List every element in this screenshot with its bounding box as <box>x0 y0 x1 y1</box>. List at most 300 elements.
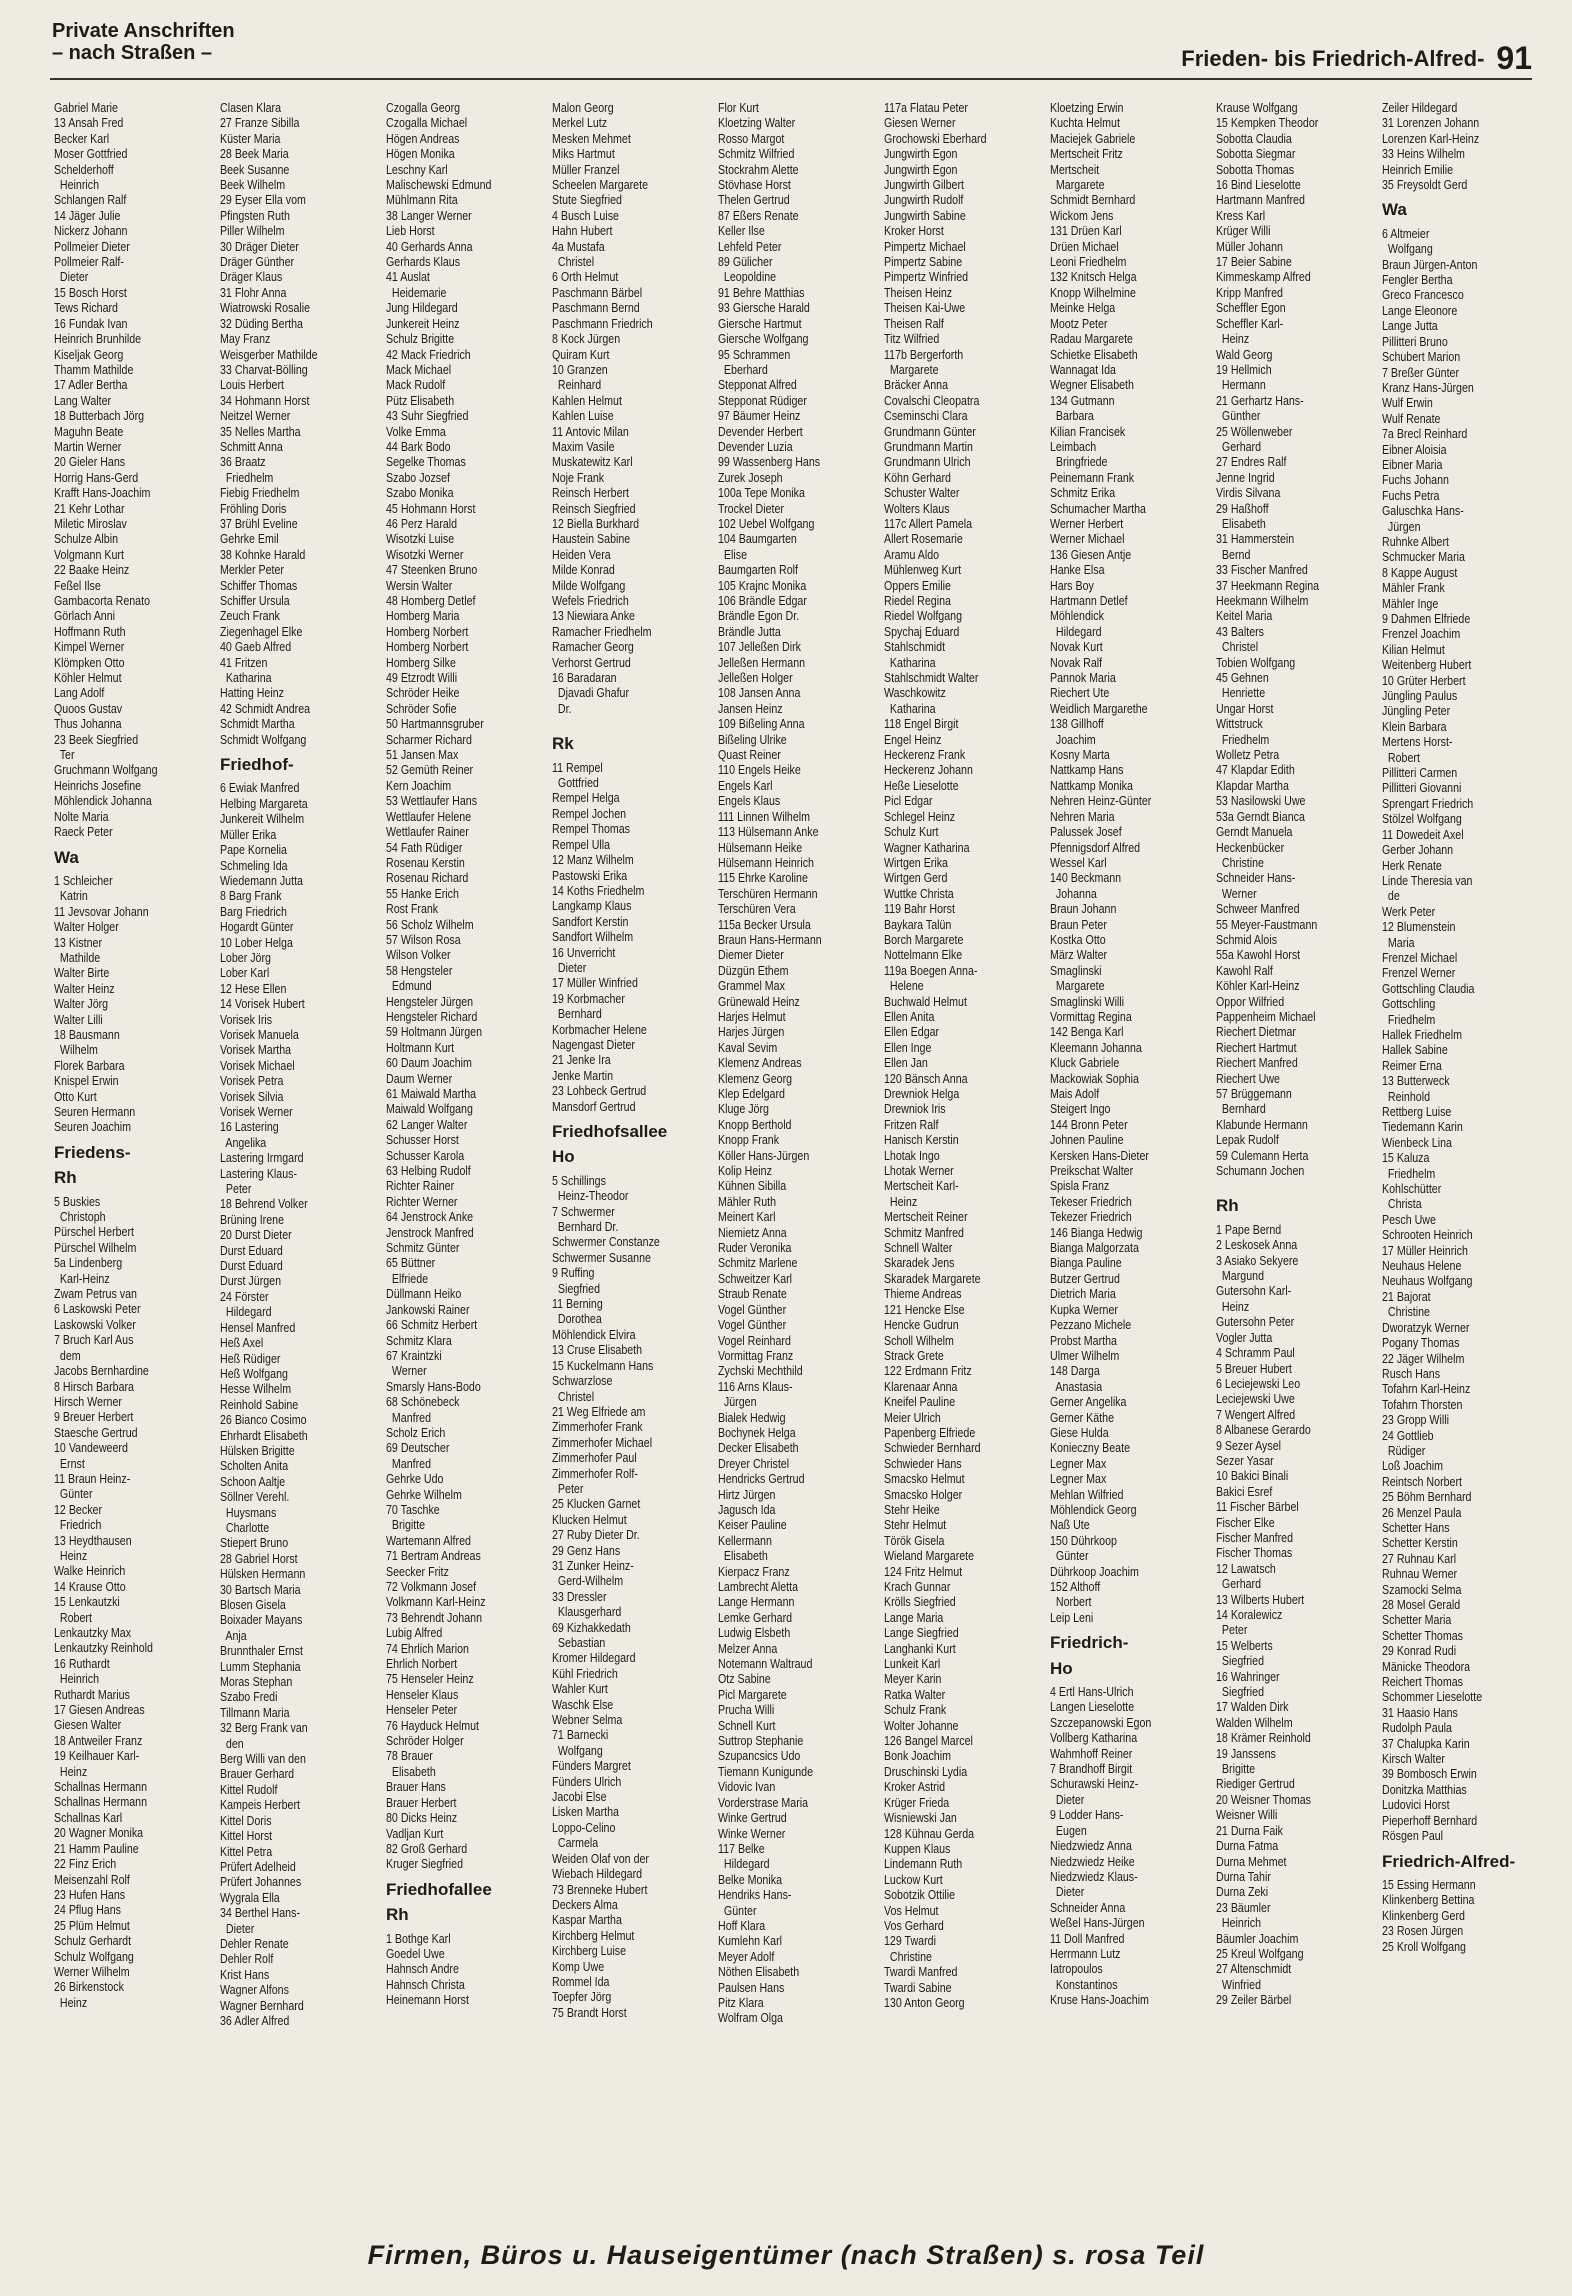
resident-entry: Vidovic Ivan <box>718 1779 776 1795</box>
resident-entry: Katharina <box>884 654 936 670</box>
resident-entry: Kohlschütter <box>1382 1181 1442 1197</box>
resident-entry: 7 Breßer Günter <box>1382 364 1460 380</box>
resident-entry: Jungwirth Sabine <box>884 207 966 223</box>
resident-entry: Hülsemann Heinrich <box>718 854 814 870</box>
resident-entry: 117c Allert Pamela <box>884 515 973 531</box>
resident-entry: Sandfort Kerstin <box>552 913 629 929</box>
resident-entry: Kostka Otto <box>1050 931 1106 947</box>
resident-entry: 21 Jenke Ira <box>552 1052 611 1068</box>
resident-entry: Picl Margarete <box>718 1686 787 1702</box>
resident-entry: Hahnsch Christa <box>386 1976 465 1992</box>
resident-entry: 13 Butterweck <box>1382 1073 1450 1089</box>
street-heading: Friedhofsallee <box>552 1122 668 1141</box>
resident-entry: Kirchberg Luise <box>552 1943 627 1959</box>
resident-entry: Küster Maria <box>220 130 281 146</box>
resident-entry: Kersken Hans-Dieter <box>1050 1147 1149 1163</box>
resident-entry: Robert <box>1382 749 1420 765</box>
resident-entry: 15 Kempken Theodor <box>1216 115 1319 131</box>
resident-entry: 28 Gabriel Horst <box>220 1550 298 1566</box>
resident-entry: Scheffler Egon <box>1216 300 1286 316</box>
resident-entry: Kluck Gabriele <box>1050 1055 1120 1071</box>
resident-entry: Rempel Helga <box>552 790 620 806</box>
resident-entry: Klarenaar Anna <box>884 1378 958 1394</box>
resident-entry: 11 Braun Heinz- <box>54 1470 131 1486</box>
street-heading: Rh <box>54 1168 77 1188</box>
resident-entry: 27 Altenschmidt <box>1216 1961 1292 1977</box>
resident-entry: 38 Kohnke Harald <box>220 546 306 562</box>
resident-entry: Jungwirth Rudolf <box>884 192 964 208</box>
resident-entry: 118 Engel Birgit <box>884 716 959 732</box>
resident-entry: Manfred <box>386 1409 432 1425</box>
resident-entry: 34 Hohmann Horst <box>220 392 310 408</box>
resident-entry: Schmidt Martha <box>220 716 295 732</box>
resident-entry: 43 Suhr Siegfried <box>386 408 469 424</box>
resident-entry: Homberg Norbert <box>386 623 469 639</box>
resident-entry: Vogel Günther <box>718 1317 787 1333</box>
resident-entry: 57 Wilson Rosa <box>386 931 461 947</box>
resident-entry: Wygrala Ella <box>220 1889 280 1905</box>
resident-entry: Kroker Astrid <box>884 1779 946 1795</box>
resident-entry: Günter <box>54 1486 93 1502</box>
resident-entry: 117 Belke <box>718 1840 765 1856</box>
resident-entry: Reinhard <box>552 377 602 393</box>
resident-entry: Ludwig Elsbeth <box>718 1625 791 1641</box>
resident-entry: 19 Hellmich <box>1216 361 1272 377</box>
resident-entry: Paulsen Hans <box>718 1979 785 1995</box>
resident-entry: Zychski Mechthild <box>718 1363 803 1379</box>
resident-entry: Schallnas Karl <box>54 1809 123 1825</box>
resident-entry: 18 Krämer Reinhold <box>1216 1730 1311 1746</box>
resident-entry: Homberg Norbert <box>386 639 469 655</box>
resident-entry: Lenkautzky Max <box>54 1625 132 1640</box>
resident-entry: 67 Kraintzki <box>386 1347 442 1363</box>
resident-entry: Wulf Erwin <box>1382 395 1433 411</box>
resident-entry: Prüfert Johannes <box>220 1874 302 1890</box>
resident-entry: 28 Mosel Gerald <box>1382 1597 1461 1612</box>
resident-entry: 8 Albanese Gerardo <box>1216 1422 1311 1438</box>
resident-entry: Hars Boy <box>1050 577 1094 593</box>
resident-entry: Hallek Friedhelm <box>1382 1026 1462 1042</box>
resident-entry: 16 Unverricht <box>552 944 616 960</box>
resident-entry: 8 Kappe August <box>1382 564 1458 580</box>
resident-entry: Lober Karl <box>220 965 270 981</box>
page-number: 91 <box>1496 40 1532 76</box>
resident-entry: Czogalla Georg <box>386 100 461 115</box>
resident-entry: Christine <box>1216 854 1264 870</box>
resident-entry: Jelleßen Holger <box>718 670 793 686</box>
resident-entry: Moras Stephan <box>220 1674 293 1690</box>
resident-entry: Kellermann <box>718 1532 772 1548</box>
resident-entry: Wefels Friedrich <box>552 593 629 608</box>
resident-entry: Pogany Thomas <box>1382 1335 1460 1351</box>
resident-entry: Hanke Elsa <box>1050 562 1105 578</box>
resident-entry: 31 Zunker Heinz- <box>552 1557 634 1573</box>
resident-entry: Elise <box>718 546 748 562</box>
resident-entry: Leciejewski Uwe <box>1216 1391 1295 1407</box>
resident-entry: Florek Barbara <box>54 1057 125 1073</box>
resident-entry: Bräcker Anna <box>884 377 948 393</box>
resident-entry: 78 Brauer <box>386 1748 433 1764</box>
resident-entry: Papenberg Elfriede <box>884 1424 976 1440</box>
resident-entry: Eibner Maria <box>1382 456 1443 472</box>
resident-entry: 17 Müller Winfried <box>552 975 638 991</box>
resident-entry: Grundmann Martin <box>884 438 973 454</box>
resident-entry: Vogel Günther <box>718 1301 787 1317</box>
resident-entry: Düzgün Ethem <box>718 962 789 978</box>
resident-entry: Sobotta Thomas <box>1216 161 1295 177</box>
resident-entry: Brauer Herbert <box>386 1794 457 1810</box>
resident-entry: Dehler Rolf <box>220 1951 274 1967</box>
resident-entry: Günter <box>718 1902 757 1918</box>
resident-entry: Karl-Heinz <box>54 1270 110 1286</box>
resident-entry: den <box>220 1735 244 1751</box>
resident-entry: Devender Herbert <box>718 423 803 439</box>
resident-entry: 5 Breuer Hubert <box>1216 1360 1292 1376</box>
resident-entry: Kupka Werner <box>1050 1301 1118 1317</box>
street-heading: Ho <box>552 1147 575 1167</box>
resident-entry: Decker Elisabeth <box>718 1440 799 1456</box>
resident-entry: Becker Karl <box>54 130 110 146</box>
resident-entry: Ulmer Wilhelm <box>1050 1347 1120 1363</box>
resident-entry: Mähler Ruth <box>718 1193 777 1209</box>
resident-entry: Lober Jörg <box>220 949 271 965</box>
resident-entry: Lang Walter <box>54 392 112 408</box>
resident-entry: Wald Georg <box>1216 346 1273 362</box>
resident-entry: Ziegenhagel Elke <box>220 623 303 639</box>
resident-entry: 45 Hohmann Horst <box>386 500 476 516</box>
resident-entry: 29 Haßhoff <box>1216 500 1269 516</box>
resident-entry: Tiedemann Karin <box>1382 1119 1463 1135</box>
resident-entry: Durst Eduard <box>220 1242 283 1258</box>
resident-entry: Keller Ilse <box>718 223 765 239</box>
resident-entry: Junkereit Heinz <box>386 315 460 331</box>
resident-entry: Hahnsch Andre <box>386 1961 459 1977</box>
resident-entry: 19 Keilhauer Karl- <box>54 1748 140 1764</box>
resident-entry: Gruchmann Wolfgang <box>54 762 158 778</box>
resident-entry: Rempel Thomas <box>552 821 631 837</box>
resident-entry: Hensel Manfred <box>220 1319 296 1335</box>
resident-entry: Heinrich Brunhilde <box>54 331 142 347</box>
resident-entry: Dieter <box>220 1920 255 1936</box>
resident-entry: Christel <box>552 1388 595 1404</box>
resident-entry: 30 Dräger Dieter <box>220 238 299 254</box>
column-4 <box>552 100 712 2190</box>
resident-entry: 12 Becker <box>54 1501 103 1517</box>
resident-entry: Naß Ute <box>1050 1517 1090 1533</box>
resident-entry: Webner Selma <box>552 1712 623 1728</box>
resident-entry: 69 Kizhakkedath <box>552 1619 631 1635</box>
resident-entry: Reinhold Sabine <box>220 1396 299 1412</box>
resident-entry: 60 Daum Joachim <box>386 1055 472 1071</box>
resident-entry: Norbert <box>1050 1594 1092 1610</box>
resident-entry: Szabo Jozsef <box>386 469 450 485</box>
resident-entry: Probst Martha <box>1050 1332 1117 1348</box>
resident-entry: Cseminschi Clara <box>884 408 968 424</box>
resident-entry: 20 Durst Dieter <box>220 1227 292 1243</box>
resident-entry: Zeiler Hildegard <box>1382 100 1458 115</box>
resident-entry: Kneifel Pauline <box>884 1394 956 1410</box>
resident-entry: 21 Durna Faik <box>1216 1822 1283 1838</box>
resident-entry: 25 Klucken Garnet <box>552 1496 641 1512</box>
resident-entry: 23 Hufen Hans <box>54 1886 126 1902</box>
resident-entry: Riechert Manfred <box>1216 1055 1298 1071</box>
resident-entry: Anja <box>220 1627 247 1643</box>
resident-entry: Heinz <box>54 1547 88 1563</box>
resident-entry: 7a Brecl Reinhard <box>1382 426 1468 442</box>
resident-entry: 57 Brüggemann <box>1216 1086 1292 1101</box>
resident-entry: Dorothea <box>552 1311 602 1327</box>
resident-entry: Meisenzahl Rolf <box>54 1871 130 1887</box>
resident-entry: Volkmann Karl-Heinz <box>386 1594 486 1610</box>
resident-entry: Richter Rainer <box>386 1178 455 1194</box>
resident-entry: Klep Edelgard <box>718 1086 785 1101</box>
resident-entry: Fuchs Petra <box>1382 487 1440 503</box>
resident-entry: Weßel Hans-Jürgen <box>1050 1915 1145 1931</box>
resident-entry: 116 Arns Klaus- <box>718 1378 793 1394</box>
resident-entry: Werner Herbert <box>1050 515 1124 531</box>
resident-entry: 15 Welberts <box>1216 1637 1273 1653</box>
resident-entry: Horrig Hans-Gerd <box>54 469 139 485</box>
resident-entry: 52 Gemüth Reiner <box>386 762 474 778</box>
resident-entry: 23 Gropp Willi <box>1382 1412 1449 1428</box>
resident-entry: Friedrich <box>54 1517 102 1533</box>
resident-entry: 66 Schmitz Herbert <box>386 1317 478 1333</box>
resident-entry: Kosny Marta <box>1050 747 1110 763</box>
resident-entry: Christine <box>884 1948 932 1964</box>
resident-entry: Wuttke Christa <box>884 885 954 901</box>
resident-entry: Peter <box>1216 1622 1248 1638</box>
resident-entry: Jenstrock Manfred <box>386 1224 474 1240</box>
resident-entry: Gehrke Wilhelm <box>386 1486 462 1502</box>
resident-entry: Tews Richard <box>54 300 118 316</box>
resident-entry: Gambacorta Renato <box>54 593 151 608</box>
resident-entry: Schetter Kerstin <box>1382 1535 1458 1551</box>
resident-entry: 1 Bothge Karl <box>386 1930 451 1946</box>
resident-entry: Friedhelm <box>220 469 274 485</box>
resident-entry: Köhler Karl-Heinz <box>1216 978 1300 994</box>
resident-entry: Högen Monika <box>386 146 455 162</box>
resident-entry: Müller Johann <box>1216 238 1283 254</box>
resident-entry: Laskowski Volker <box>54 1316 136 1332</box>
resident-entry: Möhlendick <box>1050 608 1104 624</box>
resident-entry: Heß Wolfgang <box>220 1365 288 1381</box>
resident-entry: Walter Holger <box>54 919 119 935</box>
resident-entry: Schumacher Martha <box>1050 500 1146 516</box>
resident-entry: Rosso Margot <box>718 130 785 146</box>
resident-entry: Lange Maria <box>884 1609 944 1625</box>
resident-entry: Jacobs Bernhardine <box>54 1363 149 1379</box>
resident-entry: Friedhelm <box>1382 1165 1436 1181</box>
resident-entry: Pfingsten Ruth <box>220 207 290 223</box>
column-1 <box>54 100 214 2190</box>
resident-entry: Beek Susanne <box>220 161 290 177</box>
spacer <box>552 716 712 726</box>
resident-entry: Kripp Manfred <box>1216 284 1283 300</box>
resident-entry: Oppers Emilie <box>884 577 951 593</box>
resident-entry: 73 Brenneke Hubert <box>552 1881 648 1897</box>
resident-entry: Klausgerhard <box>552 1604 622 1620</box>
resident-entry: Margarete <box>1050 177 1105 193</box>
resident-entry: Neuhaus Wolfgang <box>1382 1273 1473 1289</box>
resident-entry: Giese Hulda <box>1050 1424 1109 1440</box>
resident-entry: Sprengart Friedrich <box>1382 795 1474 811</box>
resident-entry: Pollmeier Dieter <box>54 238 130 254</box>
spacer <box>1216 1178 1376 1188</box>
resident-entry: Scholten Anita <box>220 1458 289 1474</box>
resident-entry: Knopp Wilhelmine <box>1050 284 1136 300</box>
resident-entry: 22 Finz Erich <box>54 1856 117 1872</box>
resident-entry: Bernhard <box>1216 1101 1266 1117</box>
resident-entry: Schiffer Ursula <box>220 593 290 608</box>
resident-entry: Heinz-Theodor <box>552 1188 629 1204</box>
resident-entry: Gerhard <box>1216 1576 1262 1592</box>
resident-entry: Jenke Martin <box>552 1067 614 1083</box>
resident-entry: 26 Menzel Paula <box>1382 1504 1462 1520</box>
resident-entry: Hülsken Brigitte <box>220 1442 295 1458</box>
resident-entry: Heinz <box>1216 1298 1250 1314</box>
resident-entry: Wulf Renate <box>1382 410 1441 426</box>
resident-entry: Pürschel Herbert <box>54 1224 134 1240</box>
resident-entry: Nagengast Dieter <box>552 1036 635 1052</box>
resident-entry: 29 Eyser Ella vom <box>220 192 306 208</box>
resident-entry: Maguhn Beate <box>54 423 124 439</box>
resident-entry: Engels Karl <box>718 777 773 793</box>
resident-entry: Butzer Gertrud <box>1050 1270 1120 1286</box>
resident-entry: 53a Gerndt Bianca <box>1216 808 1305 824</box>
resident-entry: Kromer Hildegard <box>552 1650 636 1666</box>
resident-entry: Schnell Walter <box>884 1240 953 1256</box>
resident-entry: Schröder Holger <box>386 1733 464 1749</box>
resident-entry: 42 Mack Friedrich <box>386 346 471 362</box>
resident-entry: 25 Kreul Wolfgang <box>1216 1945 1304 1961</box>
resident-entry: Wolfram Olga <box>718 2010 783 2026</box>
resident-entry: Fiebig Friedhelm <box>220 485 300 501</box>
resident-entry: Lisken Martha <box>552 1804 619 1820</box>
resident-entry: 128 Kühnau Gerda <box>884 1825 975 1841</box>
resident-entry: 70 Taschke <box>386 1501 440 1517</box>
resident-entry: 4 Busch Luise <box>552 207 619 223</box>
resident-entry: Günter <box>1050 1548 1089 1564</box>
resident-entry: Wirtgen Gerd <box>884 870 948 886</box>
resident-entry: 21 Gerhartz Hans- <box>1216 392 1304 408</box>
resident-entry: Klabunde Hermann <box>1216 1116 1308 1132</box>
resident-entry: Knispel Erwin <box>54 1073 119 1089</box>
resident-entry: 2 Leskosek Anna <box>1216 1237 1298 1253</box>
resident-entry: Lastering Klaus- <box>220 1165 298 1181</box>
resident-entry: Jagusch Ida <box>718 1501 776 1517</box>
resident-entry: Pillitteri Carmen <box>1382 765 1458 781</box>
resident-entry: Heß Rüdiger <box>220 1350 281 1366</box>
resident-entry: Luckow Kurt <box>884 1871 943 1887</box>
resident-entry: Vogler Jutta <box>1216 1329 1273 1345</box>
resident-entry: Mais Adolf <box>1050 1086 1100 1101</box>
resident-entry: 18 Behrend Volker <box>220 1196 308 1212</box>
resident-entry: Walter Heinz <box>54 980 115 996</box>
resident-entry: Langhanki Kurt <box>884 1640 956 1656</box>
resident-entry: Riechert Uwe <box>1216 1070 1280 1086</box>
resident-entry: 10 Bakici Binali <box>1216 1468 1289 1484</box>
resident-entry: Schmitz Klara <box>386 1332 452 1348</box>
resident-entry: Flor Kurt <box>718 100 759 115</box>
resident-entry: Raeck Peter <box>54 824 113 840</box>
resident-entry: 7 Brandhoff Birgit <box>1050 1761 1133 1777</box>
resident-entry: 17 Adler Bertha <box>54 377 128 393</box>
resident-entry: 16 Fundak Ivan <box>54 315 128 331</box>
resident-entry: Wirtgen Erika <box>884 854 948 870</box>
resident-entry: Margarete <box>884 361 939 377</box>
resident-entry: Rosenau Kerstin <box>386 854 465 870</box>
resident-entry: Vormittag Franz <box>718 1347 794 1363</box>
resident-entry: Müller Franzel <box>552 161 620 177</box>
resident-entry: 68 Schönebeck <box>386 1394 460 1410</box>
resident-entry: Segelke Thomas <box>386 454 466 470</box>
resident-entry: 122 Erdmann Fritz <box>884 1363 972 1379</box>
resident-entry: Stockrahm Alette <box>718 161 799 177</box>
resident-entry: 12 Lawatsch <box>1216 1560 1276 1576</box>
resident-entry: 11 Fischer Bärbel <box>1216 1499 1299 1515</box>
resident-entry: 14 Krause Otto <box>54 1578 126 1594</box>
resident-entry: Wolfgang <box>552 1742 603 1758</box>
resident-entry: Kilian Francisek <box>1050 423 1126 439</box>
resident-entry: 64 Jenstrock Anke <box>386 1209 474 1225</box>
resident-entry: Kroker Horst <box>884 223 944 239</box>
resident-entry: Nehren Heinz-Günter <box>1050 793 1152 809</box>
resident-entry: 75 Brandt Horst <box>552 2004 627 2020</box>
resident-entry: 95 Schrammen <box>718 346 791 362</box>
resident-entry: Rempel Jochen <box>552 805 627 821</box>
resident-entry: Brauer Hans <box>386 1779 446 1795</box>
resident-entry: 71 Bertram Andreas <box>386 1548 481 1564</box>
resident-entry: Pape Kornelia <box>220 842 287 858</box>
resident-entry: 12 Hese Ellen <box>220 980 287 996</box>
resident-entry: Rudolph Paula <box>1382 1720 1452 1736</box>
resident-entry: Mootz Peter <box>1050 315 1108 331</box>
resident-entry: Gerner Angelika <box>1050 1394 1127 1410</box>
resident-entry: 13 Kistner <box>54 934 103 950</box>
resident-entry: Mähler Inge <box>1382 595 1439 611</box>
resident-entry: Niedzwiedz Heike <box>1050 1853 1135 1869</box>
resident-entry: Jansen Heinz <box>718 700 783 716</box>
resident-entry: 18 Butterbach Jörg <box>54 408 145 424</box>
resident-entry: 44 Bark Bodo <box>386 438 451 454</box>
resident-entry: 27 Ruby Dieter Dr. <box>552 1527 640 1543</box>
resident-entry: Baykara Talün <box>884 916 952 932</box>
resident-entry: 129 Twardi <box>884 1933 936 1949</box>
resident-entry: Söllner Verehl. <box>220 1489 290 1505</box>
resident-entry: Sobotta Claudia <box>1216 130 1292 146</box>
resident-entry: Szabo Fredi <box>220 1689 278 1705</box>
resident-entry: Haustein Sabine <box>552 531 631 547</box>
resident-entry: Otto Kurt <box>54 1088 97 1104</box>
resident-entry: Hermann <box>1216 377 1266 393</box>
resident-entry: Terschüren Vera <box>718 901 796 917</box>
resident-entry: Hartmann Manfred <box>1216 192 1305 208</box>
resident-entry: Druschinski Lydia <box>884 1763 968 1779</box>
resident-entry: 42 Schmidt Andrea <box>220 700 311 716</box>
resident-entry: Schmitz Günter <box>386 1240 460 1256</box>
resident-entry: 142 Benga Karl <box>1050 1024 1124 1040</box>
resident-entry: 41 Fritzen <box>220 654 268 670</box>
resident-entry: 5 Schillings <box>552 1172 606 1188</box>
resident-entry: 65 Büttner <box>386 1255 436 1271</box>
resident-entry: Stepponat Rüdiger <box>718 392 807 408</box>
resident-entry: Wolter Johanne <box>884 1717 959 1733</box>
resident-entry: Vorderstrase Maria <box>718 1794 809 1810</box>
resident-entry: Skaradek Jens <box>884 1255 955 1271</box>
resident-entry: Gehrke Emil <box>220 531 279 547</box>
resident-entry: Hallek Sabine <box>1382 1042 1448 1058</box>
resident-entry: Mertscheit Fritz <box>1050 146 1123 162</box>
